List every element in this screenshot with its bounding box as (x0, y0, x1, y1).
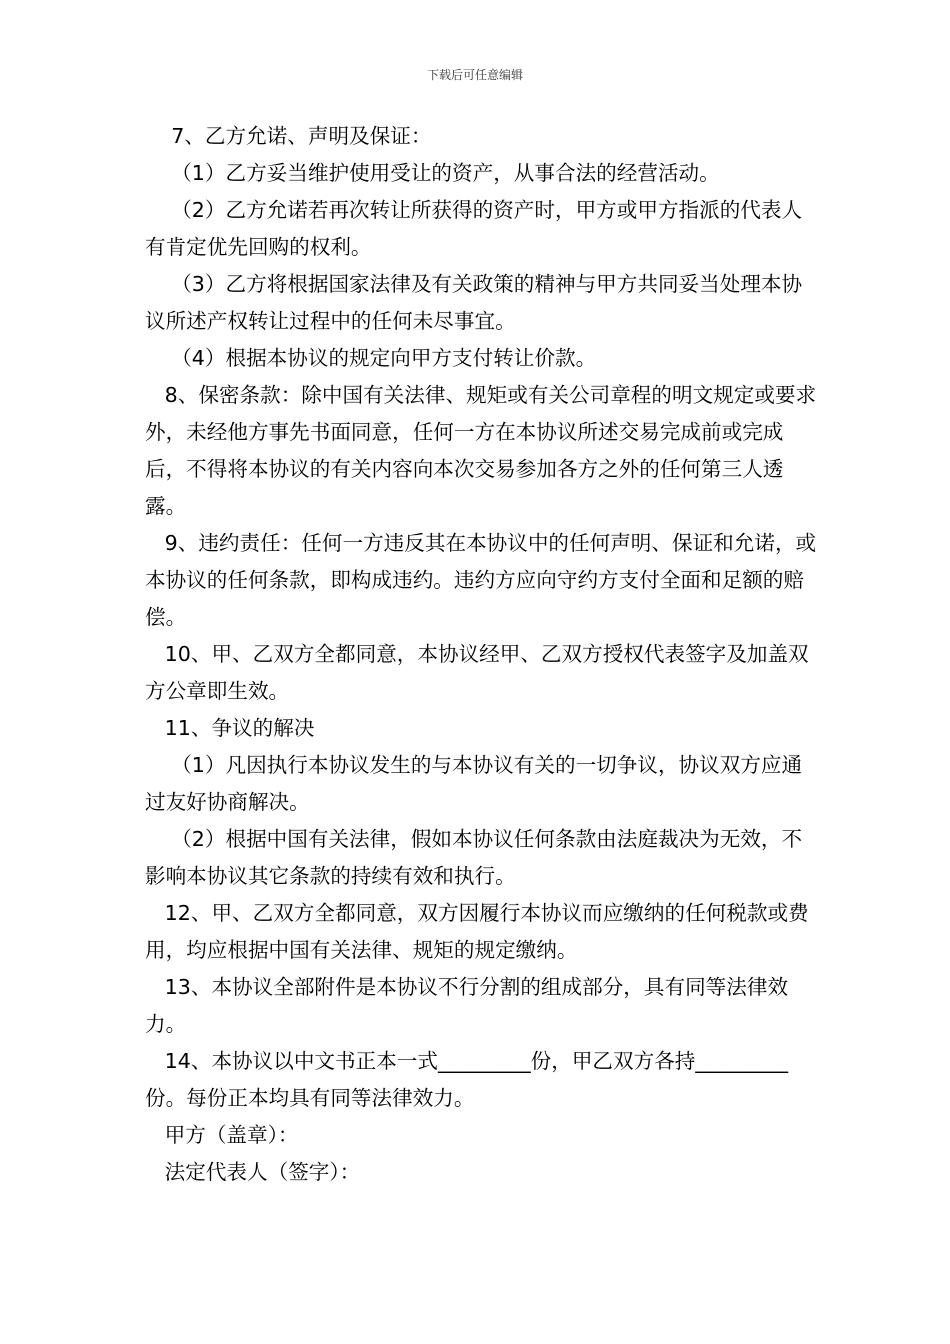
clause-11-item-1: （1）凡因执行本协议发生的与本协议有关的一切争议，协议双方应通过友好协商解决。 (145, 753, 803, 814)
clause-13-attachments: 13、本协议全部附件是本协议不行分割的组成部分，具有同等法律效力。 (145, 975, 789, 1036)
clause-10-effectiveness: 10、甲、乙双方全都同意，本协议经甲、乙双方授权代表签字及加盖双方公章即生效。 (145, 642, 809, 703)
clause-9-breach: 9、违约责任：任何一方违反其在本协议中的任何声明、保证和允诺，或本协议的任何条款，即构成违约。违约方应向守约方支付全面和足额的赔偿。 (145, 531, 817, 629)
party-a-seal: 甲方（盖章）： (145, 1123, 299, 1147)
clause-7-item-3: （3）乙方将根据国家法律及有关政策的精神与甲方共同妥当处理本协议所述产权转让过程中的任何未尽事宜。 (145, 272, 803, 333)
clause-12-taxes: 12、甲、乙双方全都同意，双方因履行本协议而应缴纳的任何税款或费用，均应根据中国有关法律、规矩的规定缴纳。 (145, 901, 809, 962)
clause-8-confidentiality: 8、保密条款：除中国有关法律、规矩或有关公司章程的明文规定或要求外，未经他方事先书面同意，任何一方在本协议所述交易完成前或完成后，不得将本协议的有关内容向本次交易参加各方之外的任何第三人透露。 (145, 383, 817, 518)
legal-representative-signature: 法定代表人（签字）： (145, 1160, 361, 1184)
clause-7-item-2: （2）乙方允诺若再次转让所获得的资产时，甲方或甲方指派的代表人有肯定优先回购的权利。 (145, 198, 803, 259)
clause-11-title: 11、争议的解决 (145, 716, 315, 740)
clause-11-item-2: （2）根据中国有关法律，假如本协议任何条款由法庭裁决为无效，不影响本协议其它条款的持续有效和执行。 (145, 827, 803, 888)
clause-7-item-1: （1）乙方妥当维护使用受让的资产，从事合法的经营活动。 (145, 161, 720, 185)
clause-14-copies: 14、本协议以中文书正本一式_________份，甲乙双方各持_________份。每份正本均具有同等法律效力。 (145, 1049, 789, 1110)
clause-7-item-4: （4）根据本协议的规定向甲方支付转让价款。 (145, 346, 597, 370)
clause-7-title: 7、乙方允诺、声明及保证： (145, 124, 432, 148)
page-header: 下载后可任意编辑 (426, 68, 523, 82)
document-body (145, 118, 817, 1191)
